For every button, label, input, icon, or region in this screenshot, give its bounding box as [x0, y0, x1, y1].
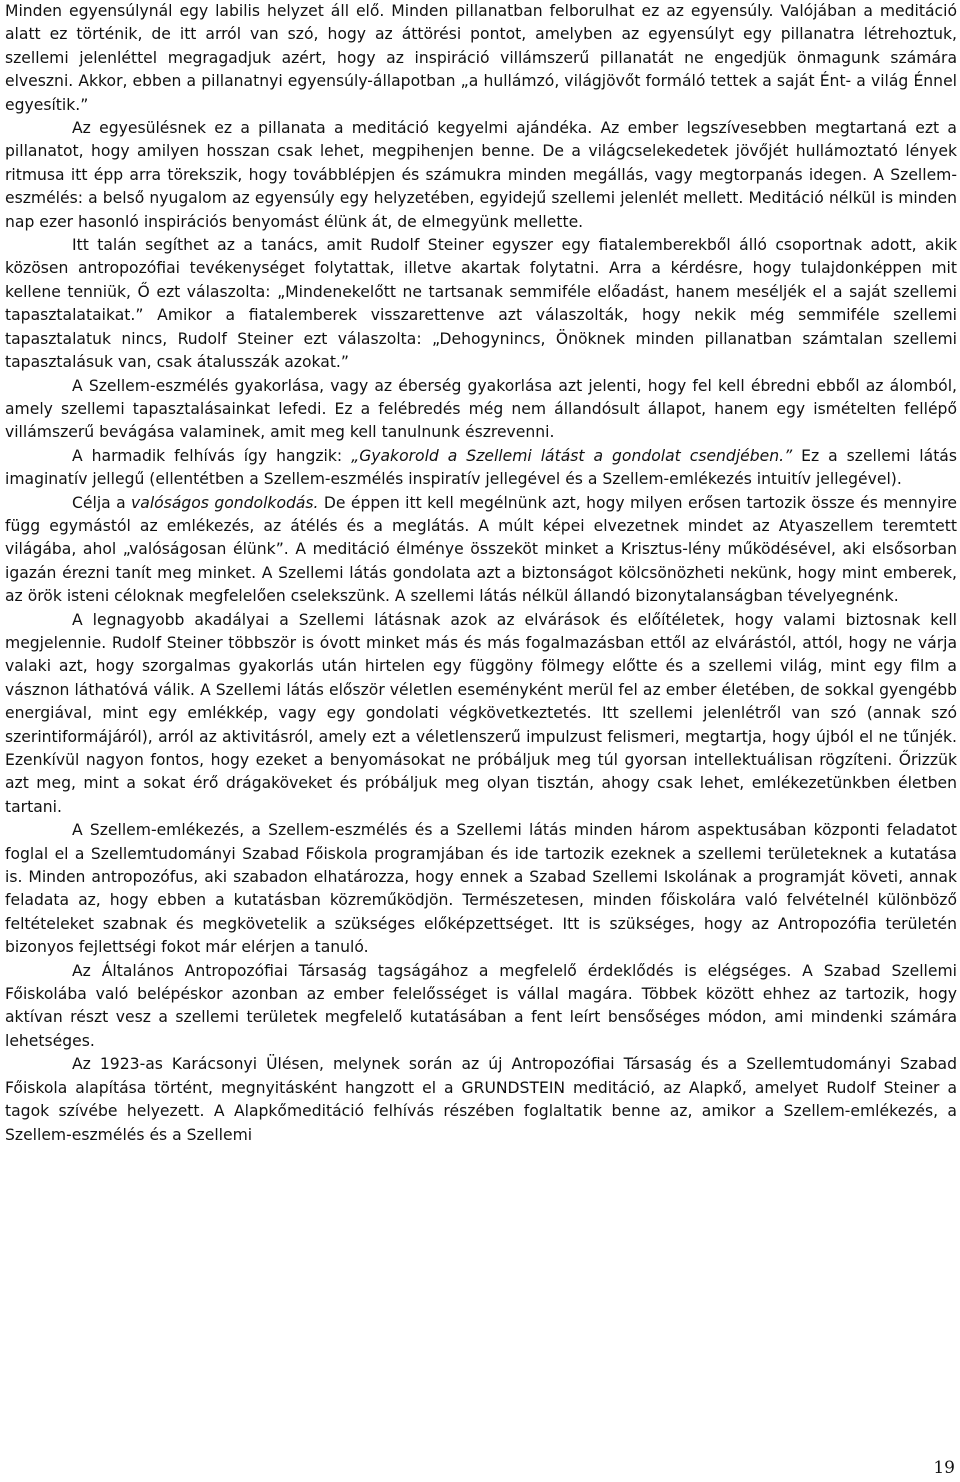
paragraph [5, 375, 957, 445]
text-run: A legnagyobb akadályai a Szellemi látásnak azok az elvárások és előítéletek, hogy valami biztosnak kell megjelennie. Rudolf Steiner többször is óvott minket más és más fogalmazásban ettől az elvárástól, attól, hogy ne várja valaki azt, hogy szorgalmas gyakorlás után hirtelen egy függöny fölmegy előtte és a szellemi világ, mint egy film a vásznon láthatóvá válik. A Szellemi látás először véletlen eseményként merül fel az ember életében, de sokkal gyengébb energiával, mint egy emlékkép, vagy egy gondolati végkövetkeztetés. Itt szellemi jelenlétről van szó (annak szó szerintiformájáról), arról az aktivitásról, amely ezt a véletlenszerű impulzust felismeri, megtartja, hogy újból el ne tűnjék. Ezenkívül nagyon fontos, hogy ezeket a benyomásokat ne próbáljuk meg túl gyorsan intellektuálisan rögzíteni. Őrizzük azt meg, mint a sokat érő drágaköveket és próbáljuk meg olyan tisztán, ahogy csak lehet, emlékezetünkben életben tartani. [5, 610, 957, 816]
text-run: A Szellem-emlékezés, a Szellem-eszmélés és a Szellemi látás minden három aspektusában központi feladatot foglal el a Szellemtudományi Szabad Főiskola programjában és ide tartozik ezeknek a szellemi területeknek a kutatása is. Minden antropozófus, aki szabadon elhatározza, hogy ennek a Szabad Szellemi Iskolának a programját követi, annak feladata az, hogy ebben a kutatásban közreműködjön. Természetesen, minden főiskolára való felvételnél különböző feltételeket szabnak és megkövetelik a szükséges előképzettséget. Itt is szükséges, hogy az Antropozófia területén bizonyos fejlettségi fokot már elérjen a tanuló. [5, 821, 957, 957]
text-run: Az egyesülésnek ez a pillanata a meditáció kegyelmi ajándéka. Az ember legszívesebben megtartaná ezt a pillanatot, hogy amilyen hosszan csak lehet, megpihenjen benne. De a világcselekedetek jövőjét hullámoztató lények ritmusa itt épp arra törekszik, hogy továbblépjen és számukra minden megállás, vagy megtorpanás idegen. A Szellem-eszmélés: a belső nyugalom az egyensúly egy helyzetében, egyidejű szellemi jelenlét mellett. Meditáció nélkül is minden nap ezer hasonló inspirációs benyomást élünk át, de elmegyünk mellette. [5, 119, 957, 231]
text-run: Ez a szellemi látás imaginatív jellegű (ellentétben a Szellem-eszmélés inspiratív jellegével és a Szellem-emlékezés intuitív jellegével). [5, 446, 957, 489]
paragraph [5, 0, 957, 117]
paragraph [5, 960, 957, 1054]
paragraph [5, 234, 957, 374]
text-run: Itt talán segíthet az a tanács, amit Rudolf Steiner egyszer egy fiatalemberekből álló csoportnak adott, akik közösen antropozófiai tevékenységet folytattak, illetve akartak folytatni. Arra a kérdésre, hogy tulajdonképpen mit kellene tenniük, Ő ezt válaszolta: „Mindenekelőtt ne tartsanak semmiféle előadást, hanem meséljék el a saját szellemi tapasztalataikat.” Amikor a fiatalemberek visszarettenve azt válaszolták, hogy nekik még semmiféle szellemi tapasztalatuk nincs, Rudolf Steiner ezt válaszolta: „Dehogynincs, Önöknek minden pillanatban számtalan szellemi tapasztalásuk van, csak átalusszák azokat.” [5, 236, 957, 372]
paragraph [5, 445, 957, 492]
text-run: A Szellem-eszmélés gyakorlása, vagy az éberség gyakorlása azt jelenti, hogy fel kell ébredni ebből az álomból, amely szellemi tapasztalásainkat lefedi. Ez a felébredés még nem állandósult állapot, hanem egy ismételten fellépő villámszerű bevágása valaminek, amit meg kell tanulnunk észrevenni. [5, 376, 957, 442]
italic-text-run: valóságos gondolkodás. [131, 493, 319, 512]
paragraph [5, 492, 957, 609]
page-number: 19 [933, 1458, 955, 1478]
paragraph [5, 609, 957, 820]
paragraph [5, 117, 957, 234]
text-run: A harmadik felhívás így hangzik: [72, 446, 352, 465]
document-body [5, 0, 957, 1147]
text-run: Az Általános Antropozófiai Társaság tagságához a megfelelő érdeklődés is elégséges. A Szabad Szellemi Főiskolába való belépéskor azonban az ember felelősséget is vállal magára. Többek között ehhez az tartozik, hogy aktívan részt vesz a szellemi területek megfelelő kutatásában a fent leírt bensőséges módon, ami mindenki számára lehetséges. [5, 961, 957, 1050]
text-run: Minden egyensúlynál egy labilis helyzet áll elő. Minden pillanatban felborulhat ez az egyensúly. Valójában a meditáció alatt ez történik, de itt arról van szó, hogy az áttörési pontot, amelyben az egyensúlyt egy pillanatra létrehoztuk, szellemi jelenléttel megragadjuk azért, hogy az inspiráció villámszerű pillanatát ne engedjük önmagunk számára elveszni. Akkor, ebben a pillanatnyi egyensúly-állapotban „a hullámzó, világjövőt formáló tettek a saját Ént- a világ Énnel egyesítik.” [5, 2, 957, 114]
italic-text-run: „Gyakorold a Szellemi látást a gondolat csendjében.” [351, 446, 793, 465]
text-run: Célja a [72, 493, 132, 512]
text-run: De éppen itt kell megélnünk azt, hogy milyen erősen tartozik össze és mennyire függ egymástól az emlékezés, az átélés és a meglátás. A múlt képei elvezetnek mindet az Atyaszellem teremtett világába, ahol „valóságosan élünk”. A meditáció élménye összeköt minket a Krisztus-lény működésével, aki elsősorban igazán érezni tanít meg minket. A Szellemi látás gondolata azt a biztonságot kölcsönözheti nekünk, hogy mint emberek, az örök isteni céloknak megfelelően cselekszünk. A szellemi látás nélkül állandó bizonytalanságban tévelyegnénk. [5, 493, 957, 606]
text-run: Az 1923-as Karácsonyi Ülésen, melynek során az új Antropozófiai Társaság és a Szellemtudományi Szabad Főiskola alapítása történt, megnyitásként hangzott el a GRUNDSTEIN meditáció, az Alapkő, amelyet Rudolf Steiner a tagok szívébe helyezett. A Alapkőmeditáció felhívás részében foglaltatik benne az, amikor a Szellem-emlékezés, a Szellem-eszmélés és a Szellemi [5, 1055, 957, 1144]
paragraph [5, 819, 957, 959]
paragraph [5, 1053, 957, 1147]
